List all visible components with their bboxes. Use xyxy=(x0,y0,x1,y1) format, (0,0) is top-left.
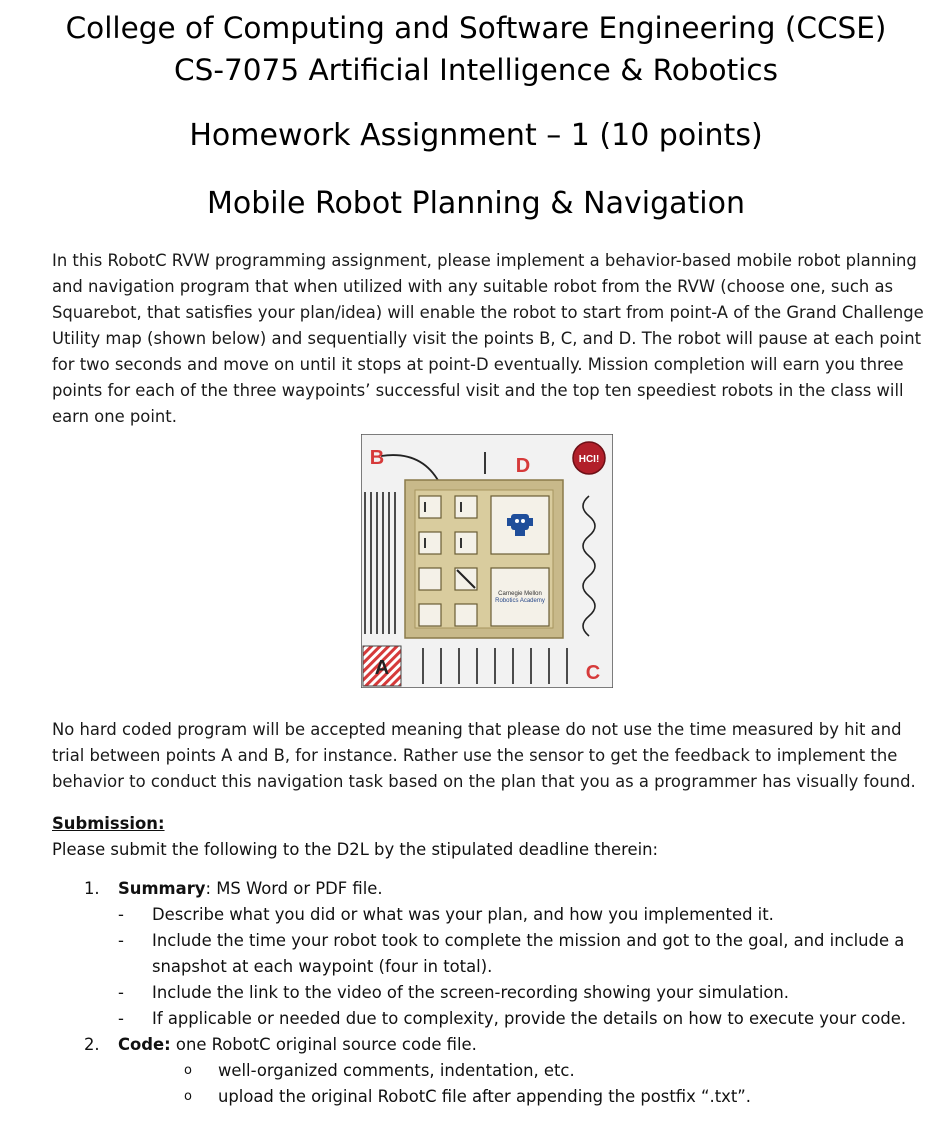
list-item: - Include the time your robot took to complete the mission and got to the goal, and include a snapshot at each waypoint (four in total). xyxy=(118,931,905,976)
college-title: College of Computing and Software Engineering (CCSE) xyxy=(65,11,887,45)
summary-label: Summary xyxy=(118,879,206,898)
point-a-label: A xyxy=(374,657,390,679)
point-b-label: B xyxy=(369,447,385,469)
hci-badge: HCI! xyxy=(578,454,600,465)
list-item: 1. Summary: MS Word or PDF file. xyxy=(84,879,383,898)
point-c-label: C xyxy=(585,662,601,684)
submission-instructions: Please submit the following to the D2L by the stipulated deadline therein: xyxy=(52,840,659,859)
plaque-text-2: Robotics Academy xyxy=(495,598,545,604)
submission-heading: Submission: xyxy=(52,814,165,833)
code-label: Code: xyxy=(118,1035,171,1054)
assignment-subtitle: Mobile Robot Planning & Navigation xyxy=(207,186,745,221)
list-item: - Describe what you did or what was your plan, and how you implemented it. xyxy=(118,905,774,924)
intro-paragraph: In this RobotC RVW programming assignment, please implement a behavior-based mobile robot planning and navigation program that when utilized with any suitable robot from the RVW (choose one, such as Squarebot, that satisfies your plan/idea) will enable the robot to start from point-A of the Grand Challenge Utility map (shown below) and sequentially visit the points B, C, and D. The robot will pause at each point for two seconds and move on until it stops at point-D eventually. Mission completion will earn you three points for each of the three waypoints’ successful visit and the top ten speediest robots in the class will earn one point. xyxy=(52,251,924,426)
submission-list xyxy=(52,876,932,1110)
list-item: o well-organized comments, indentation, etc. xyxy=(184,1061,575,1080)
list-item: - Include the link to the video of the screen-recording showing your simulation. xyxy=(118,983,790,1002)
list-item: 2. Code: one RobotC original source code file. xyxy=(84,1035,477,1054)
no-hardcode-paragraph: No hard coded program will be accepted meaning that please do not use the time measured by hit and trial between points A and B, for instance. Rather use the sensor to get the feedback to implement the behavior to conduct this navigation task based on the plan that you as a programmer has visually found. xyxy=(52,720,916,791)
assignment-title: Homework Assignment – 1 (10 points) xyxy=(189,118,763,153)
point-d-label: D xyxy=(515,455,531,477)
plaque-text-1: Carnegie Mellon xyxy=(498,591,542,597)
list-item: - If applicable or needed due to complexity, provide the details on how to execute your code. xyxy=(118,1009,907,1028)
grand-challenge-map-image xyxy=(361,434,613,688)
list-item: o upload the original RobotC file after appending the postfix “.txt”. xyxy=(184,1087,751,1106)
course-title: CS-7075 Artificial Intelligence & Robotics xyxy=(174,53,778,87)
